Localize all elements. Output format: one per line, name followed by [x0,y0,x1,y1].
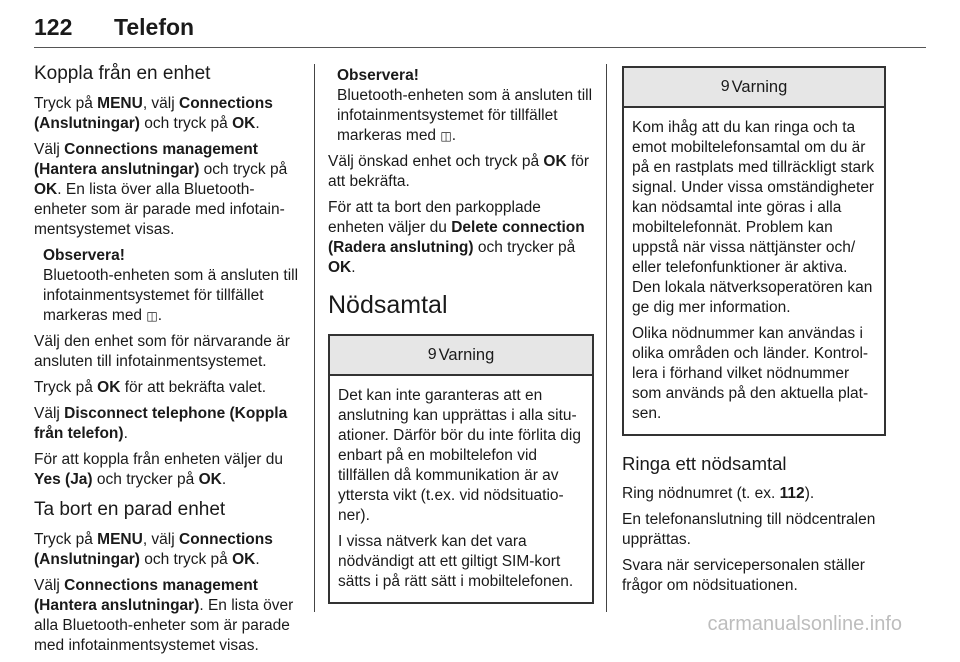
warning-body [330,376,592,602]
note-box [34,246,304,326]
note-text: Bluetooth-enheten som ä ansluten till infotainmentsystemet för tillfället markeras med ◫. [337,87,593,144]
column-2 [328,66,594,604]
paragraph: Välj Connections management (Hantera anslutningar). En lista över alla Bluetooth-enheter som är parade med infotainmentsystemet visas. [34,577,294,654]
warning-title: Varning [731,78,788,96]
warning-header [330,336,592,376]
paragraph: För att koppla från enheten väljer du Yes (Ja) och trycker på OK. [34,451,284,488]
paragraph: Svara när servicepersonalen ställer frågor om nödsituationen. [622,557,865,594]
section-heading-call: Ringa ett nödsamtal [622,453,787,474]
page-title: Telefon [114,14,195,40]
warning-text: Olika nödnummer kan användas i olika områden och länder. Kontrollera i förhand vilket nödnummer som används på den aktuella platsen. [632,325,869,422]
phone-icon: ◫ [146,309,158,323]
note-title: Observera! [337,67,419,84]
paragraph: Välj Connections management (Hantera anslutningar) och tryck på OK. En lista över alla Bluetooth-enheter som är parade med infotainmentsystemet visas. [34,141,288,238]
paragraph: För att ta bort den parkopplade enheten väljer du Delete connection (Radera anslutning) och trycker på OK. [328,199,585,276]
phone-icon: ◫ [440,129,452,143]
column-1 [34,62,304,662]
paragraph: Välj önskad enhet och tryck på OK för att bekräfta. [328,153,590,190]
page-header [34,6,926,46]
warning-text: Kom ihåg att du kan ringa och ta emot mobiltelefonsamtal om du är på en rastplats med tillräckligt stark signal. Under vissa omständigheter kan nödsamtal inte göras i alla mobiltelefonnät. Problem kan uppstå när vissa nättjänster och/ eller telefonfunktioner är aktiva. Den lokala nätverksoperatören kan ge dig mer information. [632,119,875,316]
header-rule [34,47,926,48]
warning-title: Varning [438,346,495,364]
warning-symbol: 9 [427,346,437,363]
warning-body [624,108,884,434]
footer-watermark: carmanualsonline.info [707,613,902,635]
page-number: 122 [34,14,73,40]
warning-text: I vissa nätverk kan det vara nödvändigt att ett giltigt SIM-kort sätts i på rätt sätt i mobiltelefonen. [338,533,574,590]
paragraph: Tryck på OK för att bekräfta valet. [34,379,267,396]
paragraph: Välj den enhet som för närvarande är ansluten till infotainmentsystemet. [34,333,290,370]
warning-symbol: 9 [720,78,730,95]
paragraph: Välj Disconnect telephone (Koppla från telefon). [34,405,288,442]
note-box [328,66,594,146]
column-divider-2 [606,64,607,612]
paragraph: En telefonanslutning till nödcentralen upprättas. [622,511,876,548]
warning-header [624,68,884,108]
note-title: Observera! [43,247,125,264]
section-heading-emergency: Nödsamtal [328,291,448,319]
section-heading-disconnect: Koppla från en enhet [34,63,211,84]
column-3 [622,66,886,602]
warning-box [622,66,886,436]
paragraph: Tryck på MENU, välj Connections (Anslutningar) och tryck på OK. [34,95,273,132]
warning-box [328,334,594,604]
note-text: Bluetooth-enheten som ä ansluten till infotainmentsystemet för tillfället markeras med ◫. [43,267,299,324]
paragraph: Ring nödnumret (t. ex. 112). [622,485,815,502]
paragraph: Tryck på MENU, välj Connections (Anslutningar) och tryck på OK. [34,531,273,568]
column-divider-1 [314,64,315,612]
warning-text: Det kan inte garanteras att en anslutning kan upprättas i alla situationer. Därför bör du inte förlita dig enbart på en mobiltelefon vid tillfällen då kommunikation är av yttersta vikt (t.ex. vid nödsituationer). [338,387,581,524]
section-heading-remove: Ta bort en parad enhet [34,499,226,520]
